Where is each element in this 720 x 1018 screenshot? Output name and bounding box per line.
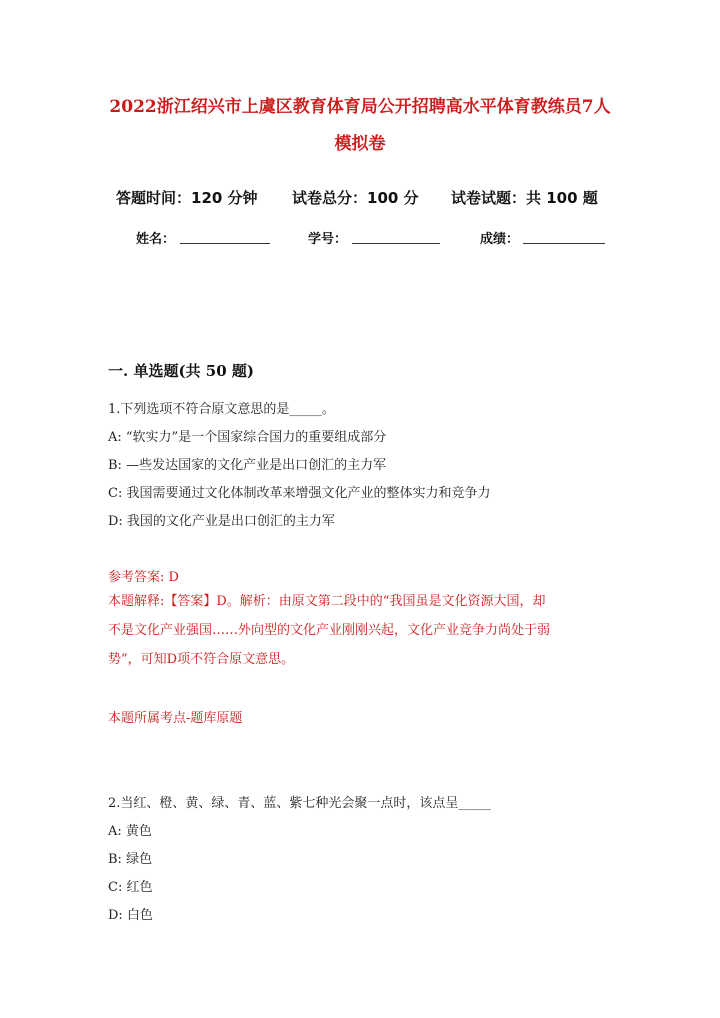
name-label: 姓名： — [136, 232, 176, 247]
question-1-source: 本题所属考点-题库原题 — [108, 711, 243, 726]
question-1-explanation — [108, 587, 608, 674]
question-2-option-a: A: 黄色 — [108, 824, 152, 839]
exam-title-line1: 2022浙江绍兴市上虞区教育体育局公开招聘高水平体育教练员7人 — [109, 97, 611, 117]
question-1-option-a: A: “软实力”是一个国家综合国力的重要组成部分 — [108, 430, 387, 445]
score-blank[interactable] — [523, 243, 605, 244]
question-1-answer: 参考答案: D — [108, 570, 179, 585]
total-score: 试卷总分：100 分 — [292, 189, 419, 207]
explanation-line: 势”，可知D项不符合原文意思。 — [108, 652, 295, 667]
student-id-blank[interactable] — [352, 243, 440, 244]
answer-time: 答题时间：120 分钟 — [116, 189, 258, 207]
question-1-option-b: B: —些发达国家的文化产业是出口创汇的主力军 — [108, 458, 387, 473]
question-2-option-d: D: 白色 — [108, 908, 153, 923]
question-1-option-c: C: 我国需要通过文化体制改革来增强文化产业的整体实力和竞争力 — [108, 486, 491, 501]
question-2-option-c: C: 红色 — [108, 880, 153, 895]
explanation-line: 不是文化产业强国……外向型的文化产业刚刚兴起，文化产业竞争力尚处于弱 — [108, 623, 551, 638]
section-title: 一. 单选题(共 50 题) — [108, 362, 254, 380]
explanation-line: 本题解释:【答案】D。解析：由原文第二段中的“我国虽是文化资源大国，却 — [108, 594, 546, 609]
score-label: 成绩： — [480, 232, 520, 247]
question-2-stem: 2.当红、橙、黄、绿、青、蓝、紫七种光会聚一点时，该点呈_____ — [108, 796, 491, 811]
name-blank[interactable] — [180, 243, 270, 244]
question-count: 试卷试题：共 100 题 — [451, 189, 598, 207]
student-id-label: 学号： — [308, 232, 348, 247]
question-1-stem: 1.下列选项不符合原文意思的是_____。 — [108, 402, 335, 417]
exam-title-line2: 模拟卷 — [334, 134, 386, 154]
question-1-option-d: D: 我国的文化产业是出口创汇的主力军 — [108, 514, 335, 529]
question-2-option-b: B: 绿色 — [108, 852, 153, 867]
